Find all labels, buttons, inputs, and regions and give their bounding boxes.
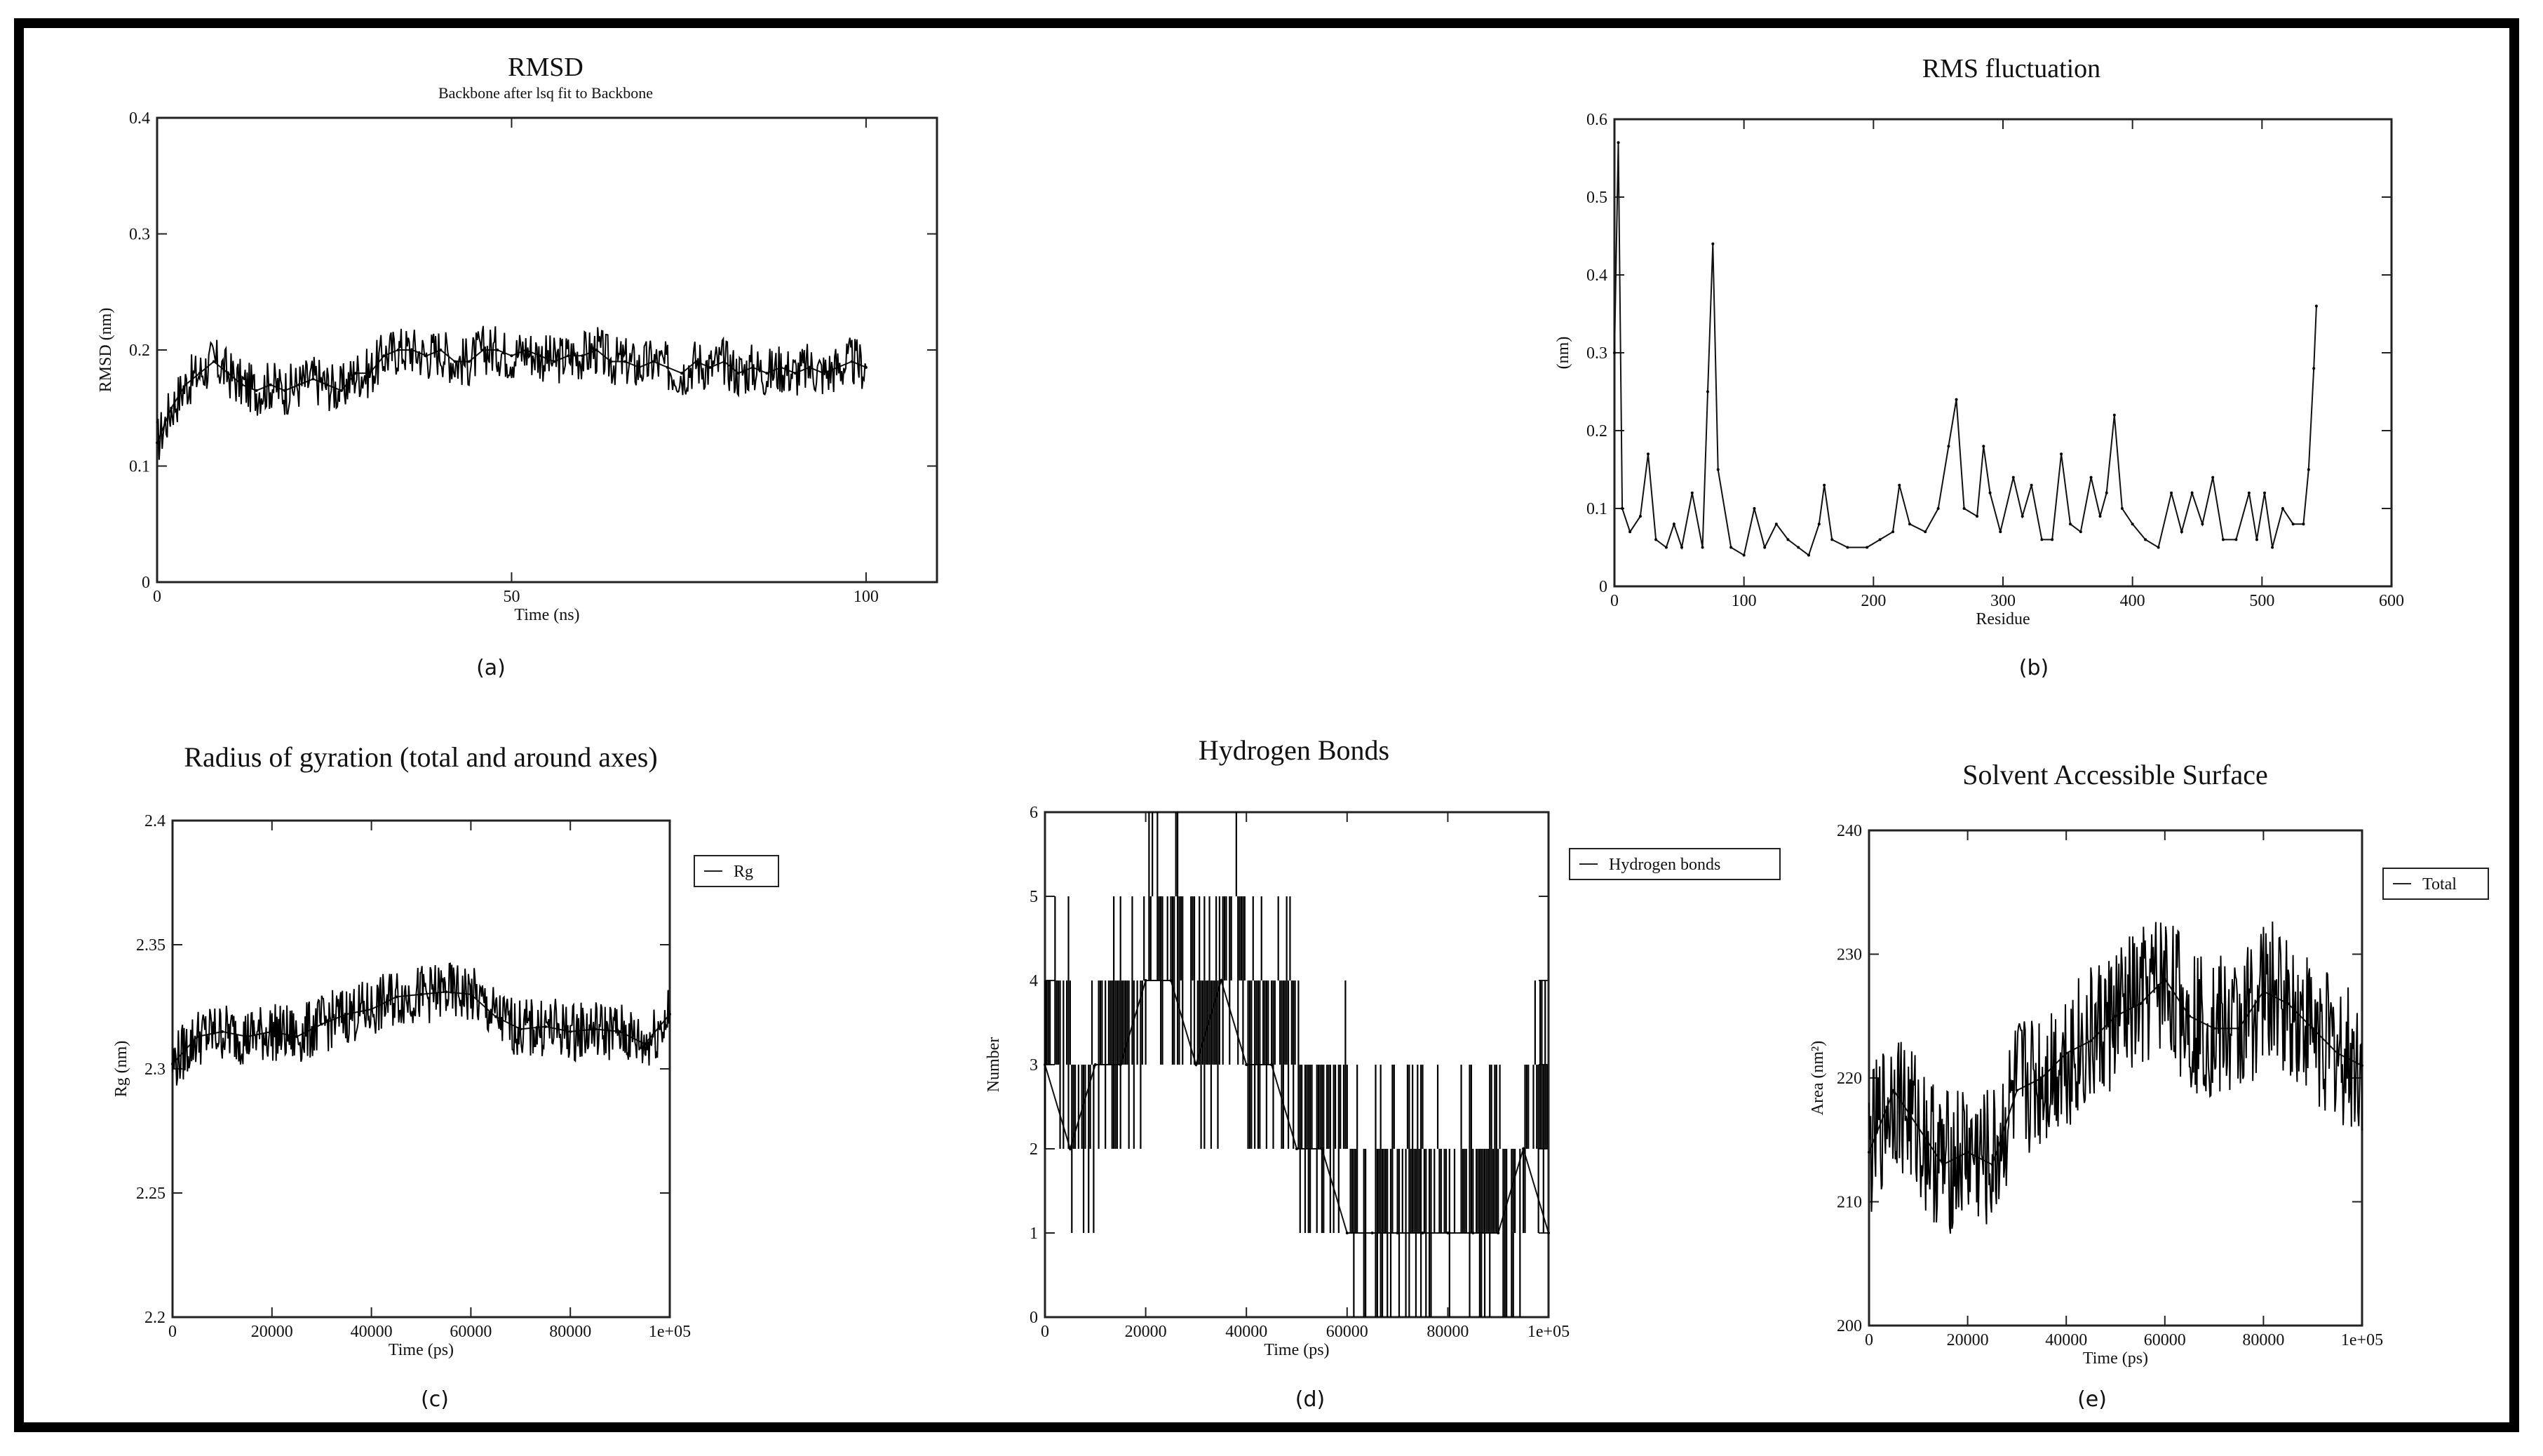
y-tick-label: 0 — [1599, 578, 1607, 596]
x-tick-label: 40000 — [350, 1323, 393, 1341]
x-axis-label: Time (ps) — [1264, 1341, 1330, 1359]
x-tick-label: 80000 — [1426, 1323, 1469, 1341]
x-tick-label: 40000 — [2045, 1331, 2088, 1349]
y-tick-label: 3 — [1030, 1056, 1038, 1074]
data-point — [2164, 978, 2166, 980]
data-point — [2287, 1002, 2290, 1005]
legend-label: Hydrogen bonds — [1609, 856, 1721, 874]
data-point — [2237, 1027, 2240, 1030]
data-point — [2361, 1064, 2363, 1067]
x-tick-label: 0 — [168, 1323, 177, 1341]
legend-label: Total — [2422, 875, 2457, 894]
x-tick-label: 100 — [1731, 592, 1757, 610]
legend — [2383, 868, 2488, 899]
x-tick-label: 60000 — [450, 1323, 492, 1341]
x-tick-label: 20000 — [1124, 1323, 1167, 1341]
x-tick-label: 0 — [1610, 592, 1619, 610]
y-tick-label: 2.3 — [144, 1060, 166, 1079]
data-point — [2016, 1089, 2018, 1092]
x-tick-label: 40000 — [1225, 1323, 1268, 1341]
y-tick-label: 0 — [1030, 1309, 1038, 1327]
y-axis-label: (nm) — [1554, 336, 1572, 370]
y-tick-label: 0 — [142, 574, 150, 592]
y-tick-label: 2.25 — [136, 1185, 166, 1203]
x-tick-label: 20000 — [1946, 1331, 1989, 1349]
y-tick-label: 0.3 — [129, 225, 150, 244]
data-point — [2262, 990, 2265, 992]
y-tick-label: 0.2 — [129, 342, 150, 360]
x-tick-label: 50 — [503, 588, 520, 606]
chart-title: Solvent Accessible Surface — [1962, 759, 2268, 790]
legend-label: Rg — [734, 863, 754, 881]
y-tick-label: 210 — [1837, 1193, 1862, 1212]
y-tick-label: 0.1 — [1586, 500, 1607, 518]
data-point — [1917, 1126, 1920, 1129]
x-tick-label: 1e+05 — [648, 1323, 692, 1341]
data-point — [2089, 1039, 2092, 1042]
y-tick-label: 2 — [1030, 1140, 1038, 1159]
data-point — [2114, 1015, 2117, 1018]
x-tick-label: 400 — [2119, 592, 2145, 610]
y-axis-label: Rg (nm) — [112, 1040, 130, 1098]
x-tick-label: 200 — [1861, 592, 1887, 610]
caption-a: (a) — [476, 656, 506, 680]
y-tick-label: 2.4 — [144, 812, 166, 830]
x-tick-label: 0 — [1041, 1323, 1049, 1341]
x-tick-label: 500 — [2249, 592, 2275, 610]
data-point — [2312, 1027, 2314, 1030]
chart-title: Radius of gyration (total and around axes) — [184, 741, 658, 773]
y-tick-label: 0.3 — [1586, 344, 1607, 363]
y-tick-label: 0.2 — [1586, 422, 1607, 440]
y-tick-label: 240 — [1837, 822, 1862, 840]
caption-c: (c) — [421, 1387, 449, 1412]
data-point — [2040, 1077, 2043, 1079]
y-tick-label: 0.5 — [1586, 189, 1607, 207]
y-axis-label: RMSD (nm) — [97, 307, 115, 393]
data-point — [2188, 1015, 2191, 1018]
data-point — [1991, 1164, 1994, 1166]
y-tick-label: 5 — [1030, 888, 1038, 906]
caption-b: (b) — [2018, 656, 2049, 680]
y-tick-label: 230 — [1837, 945, 1862, 964]
data-point — [1868, 1151, 1870, 1154]
chart-title: Hydrogen Bonds — [1198, 734, 1390, 766]
data-point — [2213, 1027, 2215, 1030]
y-tick-label: 0.4 — [129, 109, 150, 128]
y-tick-label: 6 — [1030, 804, 1038, 822]
x-axis-label: Time (ps) — [2082, 1349, 2149, 1368]
data-point — [2065, 1052, 2068, 1055]
data-point — [2336, 1052, 2339, 1055]
x-tick-label: 0 — [1865, 1331, 1873, 1349]
y-axis-label: Area (nm²) — [1809, 1040, 1827, 1116]
y-tick-label: 0.6 — [1586, 111, 1607, 129]
plot-frame — [1869, 830, 2362, 1326]
y-tick-label: 1 — [1030, 1225, 1038, 1243]
x-tick-label: 80000 — [2242, 1331, 2285, 1349]
x-tick-label: 600 — [2379, 592, 2404, 610]
y-tick-label: 0.1 — [129, 457, 150, 476]
y-axis-label: Number — [985, 1037, 1003, 1093]
x-tick-label: 1e+05 — [2340, 1331, 2384, 1349]
x-axis-label: Time (ps) — [388, 1341, 454, 1359]
x-tick-label: 60000 — [2143, 1331, 2186, 1349]
y-tick-label: 0.4 — [1586, 267, 1607, 285]
y-tick-label: 2.35 — [136, 936, 166, 955]
y-tick-label: 4 — [1030, 972, 1038, 990]
x-tick-label: 60000 — [1326, 1323, 1368, 1341]
x-tick-label: 0 — [153, 588, 161, 606]
y-tick-label: 200 — [1837, 1317, 1862, 1335]
data-point — [1892, 1089, 1895, 1092]
chart-title: RMS fluctuation — [1922, 54, 2101, 83]
x-tick-label: 80000 — [549, 1323, 592, 1341]
x-tick-label: 1e+05 — [1527, 1323, 1570, 1341]
caption-d: (d) — [1295, 1387, 1326, 1412]
x-axis-label: Time (ns) — [514, 606, 580, 624]
data-point — [2139, 1002, 2142, 1005]
x-tick-label: 100 — [853, 588, 879, 606]
data-point — [1967, 1151, 1969, 1154]
y-tick-label: 2.2 — [144, 1309, 166, 1327]
chart-subtitle: Backbone after lsq fit to Backbone — [438, 84, 654, 102]
chart-title: RMSD — [508, 53, 584, 82]
x-axis-label: Residue — [1976, 610, 2030, 628]
caption-e: (e) — [2077, 1387, 2107, 1412]
y-tick-label: 220 — [1837, 1070, 1862, 1088]
data-point — [1941, 1164, 1944, 1166]
x-tick-label: 20000 — [250, 1323, 293, 1341]
series-noise-trace — [1869, 922, 2362, 1234]
x-tick-label: 300 — [1990, 592, 2016, 610]
